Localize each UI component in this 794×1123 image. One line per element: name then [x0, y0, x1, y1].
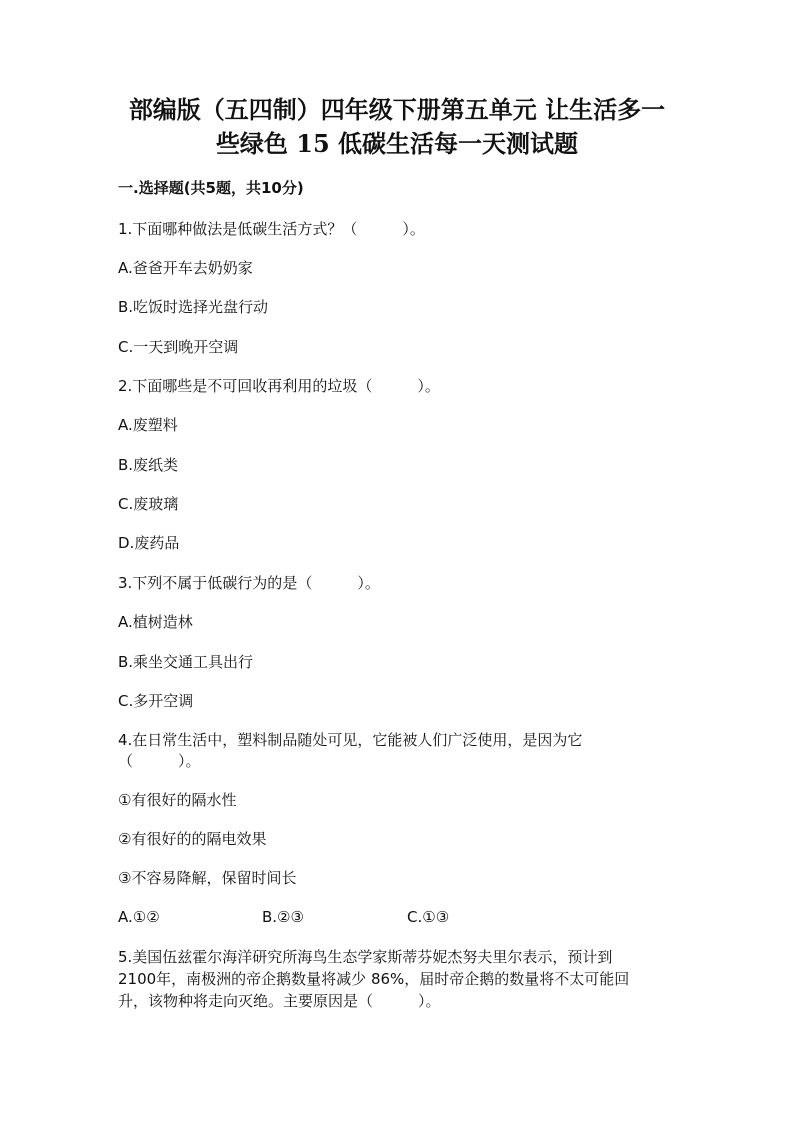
- question-5-stem-line-1: 5.美国伍兹霍尔海洋研究所海鸟生态学家斯蒂芬妮杰努夫里尔表示，预计到: [118, 948, 613, 966]
- question-1-stem: 1.下面哪种做法是低碳生活方式？（ ）。: [118, 220, 425, 238]
- question-2-option-a: A.废塑料: [118, 416, 178, 434]
- question-3-option-b: B.乘坐交通工具出行: [118, 653, 254, 671]
- question-4-stem-line-2: （ ）。: [118, 752, 201, 770]
- page-title-line-2: 些绿色 15 低碳生活每一天测试题: [215, 129, 579, 158]
- question-3-option-c: C.多开空调: [118, 692, 194, 710]
- question-4-options: [118, 906, 678, 928]
- question-4-statement-2: ②有很好的的隔电效果: [118, 830, 267, 848]
- question-4-statement-1: ①有很好的隔水性: [118, 791, 237, 809]
- page-title-line-1: 部编版（五四制）四年级下册第五单元 让生活多一: [128, 95, 666, 124]
- question-4-option-c: C.①③: [407, 908, 450, 926]
- question-4-stem-line-1: 4.在日常生活中，塑料制品随处可见，它能被人们广泛使用，是因为它: [118, 731, 583, 749]
- question-2-option-d: D.废药品: [118, 534, 180, 552]
- question-1-option-c: C.一天到晚开空调: [118, 338, 239, 356]
- section-header: 一.选择题(共5题，共10分): [118, 179, 304, 197]
- question-1-option-a: A.爸爸开车去奶奶家: [118, 259, 253, 277]
- question-4-option-b: B.②③: [262, 908, 304, 926]
- question-1-option-b: B.吃饭时选择光盘行动: [118, 298, 269, 316]
- question-3-option-a: A.植树造林: [118, 613, 193, 631]
- question-2-option-b: B.废纸类: [118, 456, 179, 474]
- question-3-stem: 3.下列不属于低碳行为的是（ ）。: [118, 574, 380, 592]
- question-4-statement-3: ③不容易降解，保留时间长: [118, 869, 297, 887]
- question-4-option-a: A.①②: [118, 908, 160, 926]
- question-2-option-c: C.废玻璃: [118, 495, 179, 513]
- question-5-stem-line-3: 升，该物种将走向灭绝。主要原因是（ ）。: [118, 992, 441, 1010]
- question-2-stem: 2.下面哪些是不可回收再利用的垃圾（ ）。: [118, 377, 440, 395]
- question-5-stem-line-2: 2100年，南极洲的帝企鹅数量将减少 86%，届时帝企鹅的数量将不太可能回: [118, 970, 630, 988]
